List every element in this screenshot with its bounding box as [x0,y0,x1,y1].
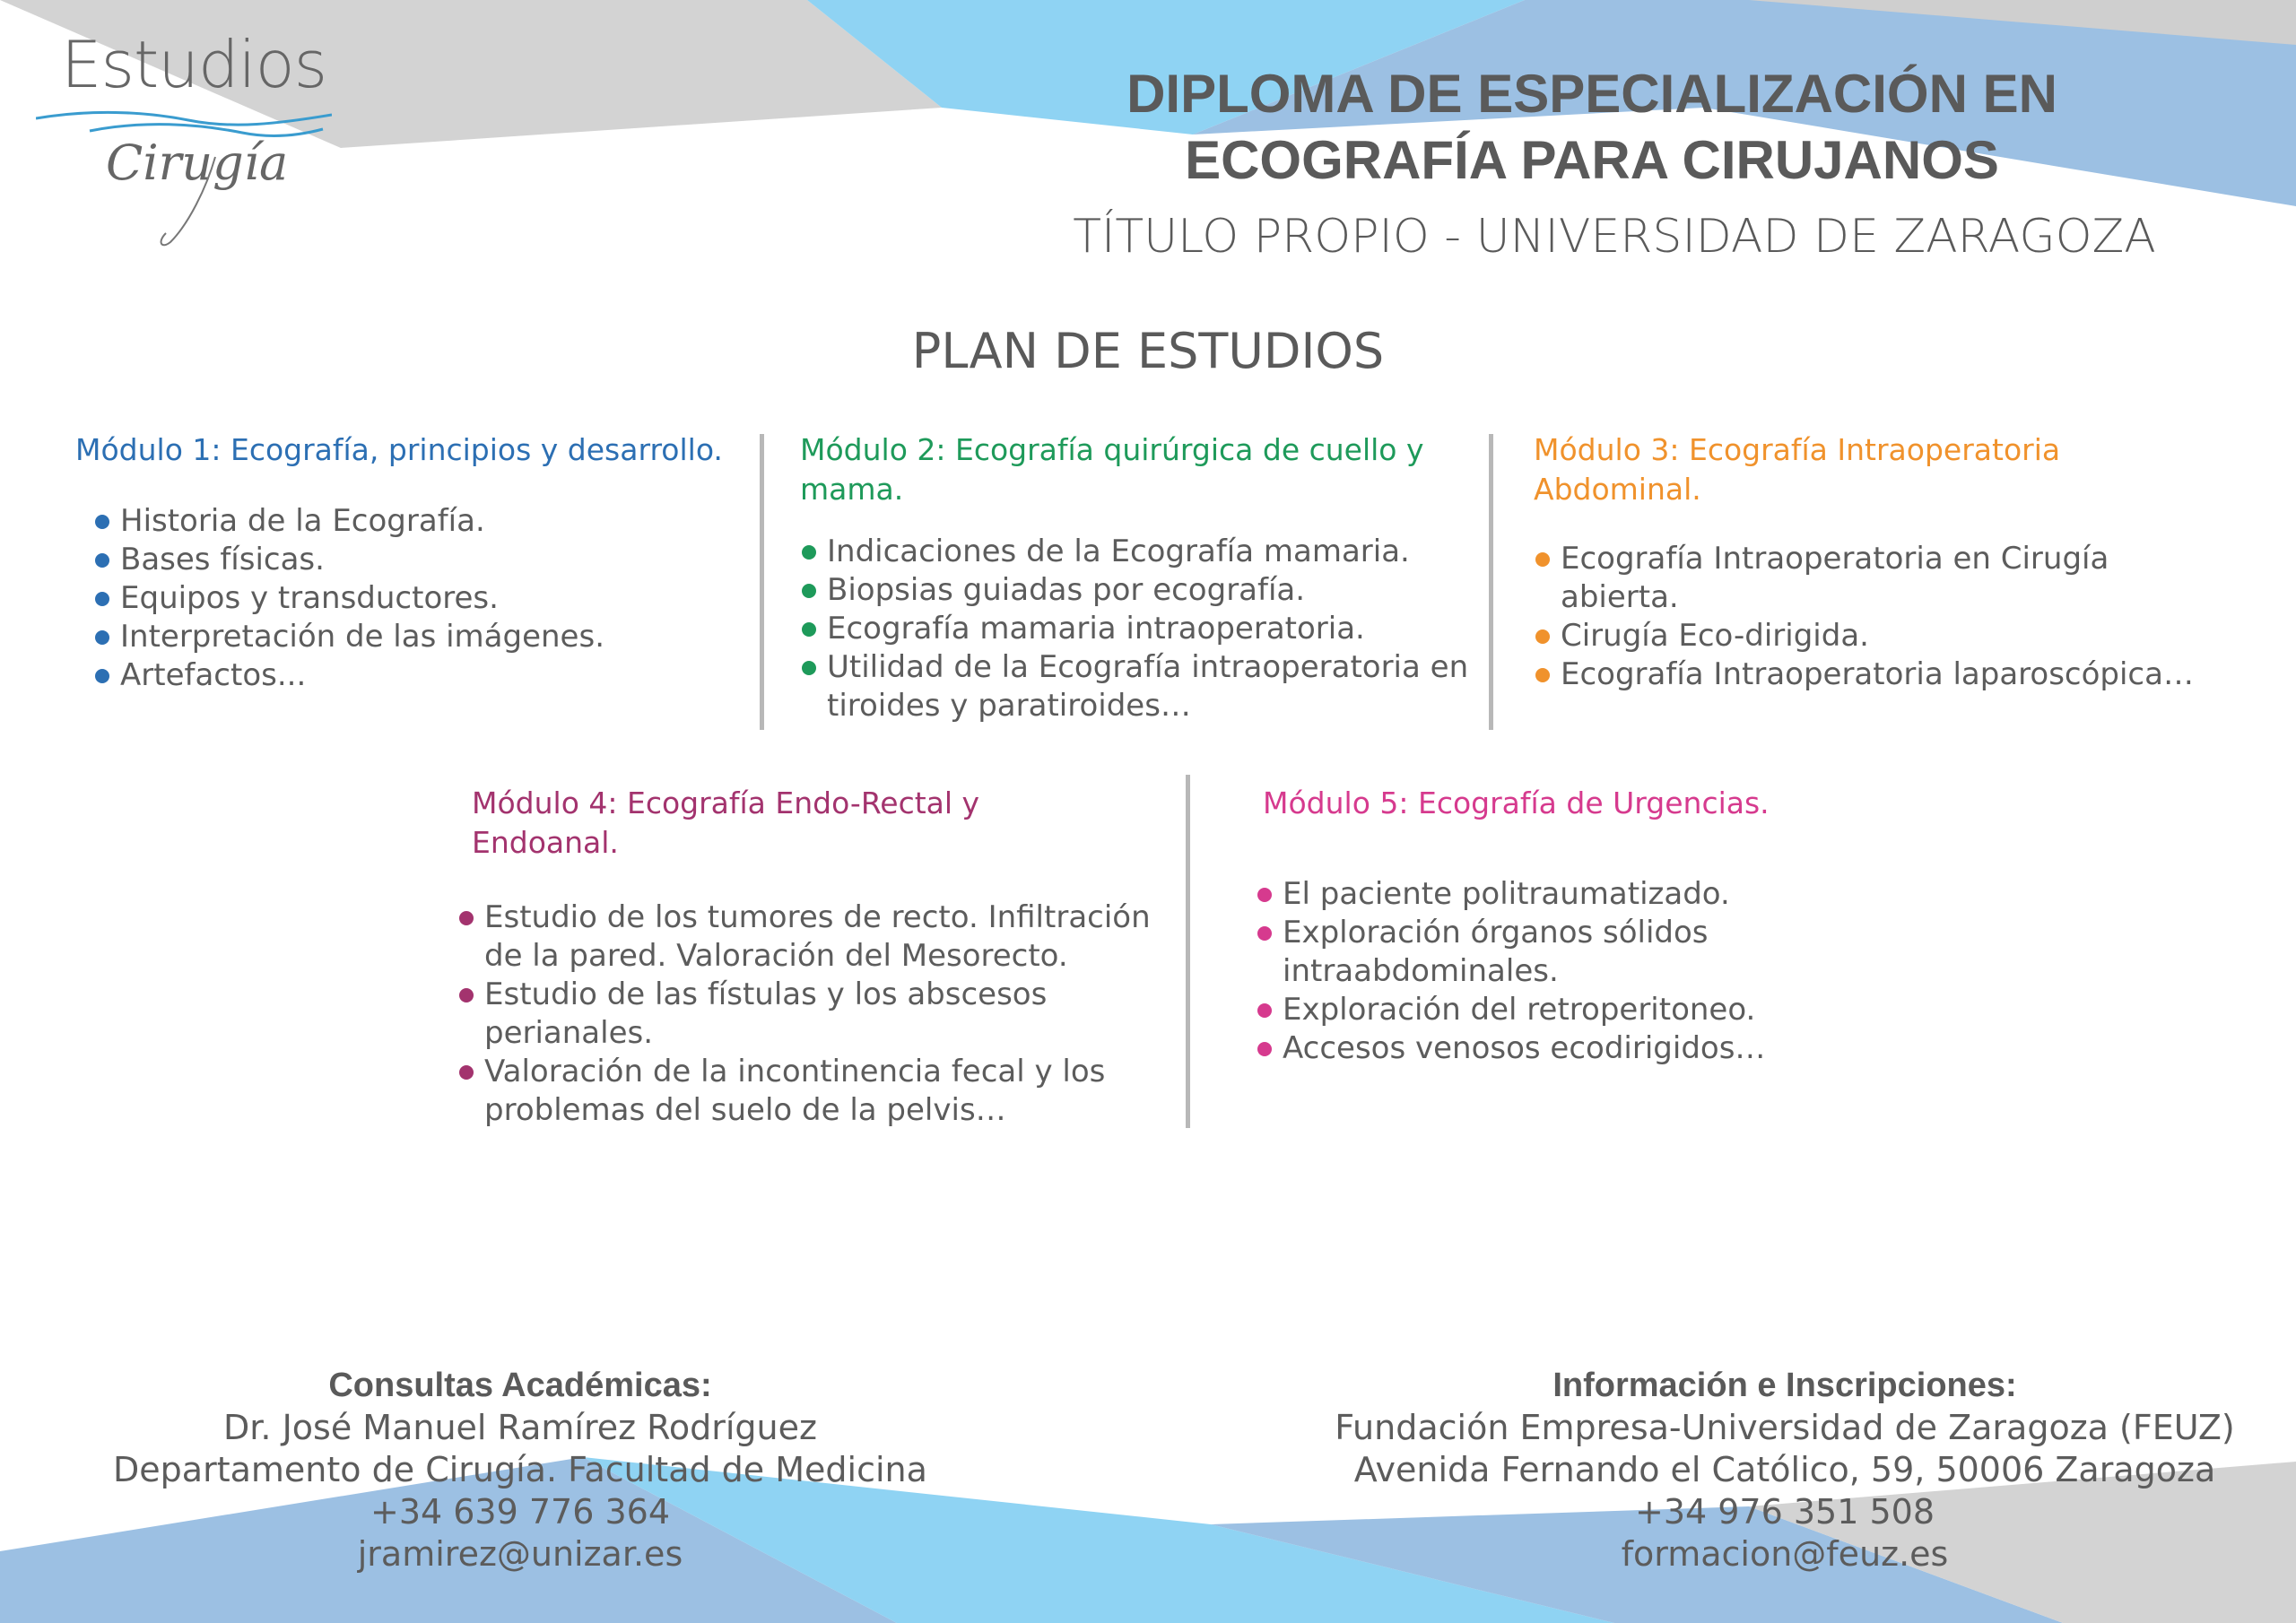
academic-phone: +34 639 776 364 [370,1492,671,1532]
module-1-items [93,502,757,695]
bullet-icon [95,515,109,529]
title-line-1: DIPLOMA DE ESPECIALIZACIÓN EN [1126,64,2057,124]
module-3 [1534,430,2233,694]
bullet-icon [95,630,109,645]
list-item: Estudio de los tumores de recto. Infiltración de la pared. Valoración del Mesorecto. [457,898,1175,976]
bullet-icon [95,669,109,683]
logo-flourish-icon [152,152,233,251]
module-2-items [800,533,1482,725]
academic-email[interactable]: jramirez@unizar.es [357,1534,683,1574]
module-4-items [457,898,1175,1130]
bullet-icon [802,545,816,560]
info-org: Fundación Empresa-Universidad de Zaragoza (FEUZ) [1335,1408,2235,1447]
divider [1186,775,1190,1128]
module-1-title: Módulo 1: Ecografía, principios y desarrollo. [75,432,723,467]
bullet-icon [1257,1003,1272,1018]
academic-contact [54,1365,987,1575]
list-item: Estudio de las fístulas y los abscesos perianales. [457,976,1175,1053]
bullet-icon [802,661,816,675]
list-item: Indicaciones de la Ecografía mamaria. [800,533,1482,571]
info-phone: +34 976 351 508 [1634,1492,1935,1532]
list-item: Exploración órganos sólidos intraabdominales. [1256,914,1866,991]
bullet-icon [1257,1042,1272,1056]
list-item: Biopsias guiadas por ecografía. [800,571,1482,610]
list-item: Artefactos... [93,656,757,695]
module-5-title: Módulo 5: Ecografía de Urgencias. [1263,785,1770,820]
academic-heading: Consultas Académicas: [328,1367,712,1404]
info-heading: Información e Inscripciones: [1552,1367,2017,1404]
module-4 [457,784,1175,1130]
academic-department: Departamento de Cirugía. Facultad de Medicina [113,1450,927,1489]
bullet-icon [459,988,474,1002]
logo-script: Cirugía [106,135,289,191]
list-item: El paciente politraumatizado. [1256,875,1866,914]
list-item: Cirugía Eco-dirigida. [1534,617,2233,655]
bullet-icon [459,1065,474,1080]
subtitle: TÍTULO PROPIO - UNIVERSIDAD DE ZARAGOZA [1073,210,2156,264]
list-item: Utilidad de la Ecografía intraoperatoria en tiroides y paratiroides… [800,648,1482,725]
list-item: Ecografía Intraoperatoria laparoscópica… [1534,655,2233,694]
module-3-title: Módulo 3: Ecografía Intraoperatoria Abdominal. [1534,432,2061,507]
list-item: Valoración de la incontinencia fecal y los problemas del suelo de la pelvis… [457,1053,1175,1130]
list-item: Ecografía mamaria intraoperatoria. [800,610,1482,648]
page-title [1076,61,2108,194]
title-line-2: ECOGRAFÍA PARA CIRUJANOS [1185,130,1999,190]
bullet-icon [1257,926,1272,941]
bullet-icon [95,553,109,568]
list-item: Bases físicas. [93,541,757,579]
bullet-icon [95,592,109,606]
logo-word: Estudios [61,27,327,102]
module-3-items [1534,540,2233,694]
module-1 [75,430,757,695]
info-email[interactable]: formacion@feuz.es [1621,1534,1949,1574]
bullet-icon [1257,888,1272,902]
info-contact [1309,1365,2260,1575]
list-item: Accesos venosos ecodirigidos… [1256,1029,1866,1068]
list-item: Historia de la Ecografía. [93,502,757,541]
divider [760,434,764,730]
divider [1489,434,1493,730]
list-item: Equipos y transductores. [93,579,757,618]
bullet-icon [1535,552,1550,567]
list-item: Interpretación de las imágenes. [93,618,757,656]
academic-name: Dr. José Manuel Ramírez Rodríguez [223,1408,817,1447]
bullet-icon [1535,668,1550,682]
bullet-icon [1535,629,1550,644]
plan-heading: PLAN DE ESTUDIOS [911,323,1385,379]
bullet-icon [802,622,816,637]
module-5 [1256,784,1866,1068]
module-2-title: Módulo 2: Ecografía quirúrgica de cuello y mama. [800,432,1424,507]
module-5-items [1256,875,1866,1068]
module-2 [800,430,1482,725]
list-item: Ecografía Intraoperatoria en Cirugía abierta. [1534,540,2233,617]
info-address: Avenida Fernando el Católico, 59, 50006 Zaragoza [1353,1450,2216,1489]
module-4-title: Módulo 4: Ecografía Endo-Rectal y Endoanal. [472,785,980,860]
bullet-icon [802,584,816,598]
bullet-icon [459,911,474,925]
list-item: Exploración del retroperitoneo. [1256,991,1866,1029]
